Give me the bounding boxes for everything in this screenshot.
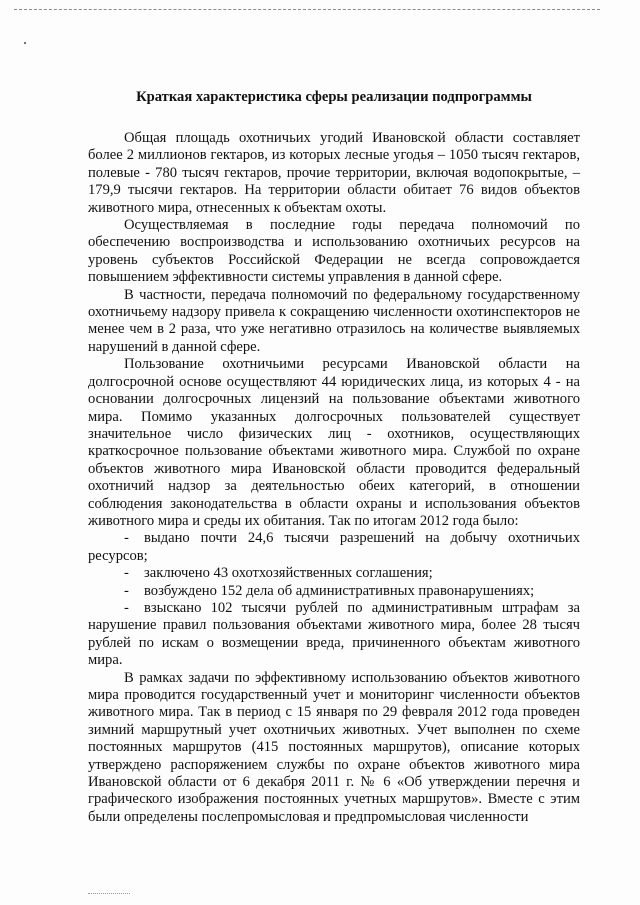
scan-bottom-edge [88, 893, 130, 894]
document-body [88, 88, 580, 826]
list-item: - заключено 43 охотхозяйственных соглашения; [124, 565, 433, 582]
paragraph-hunting-area: Общая площадь охотничьих угодий Ивановской области составляет более 2 миллионов гектаров, из которых лесные угодья – 1050 тысяч гектаров, полевые - 780 тысяч гектаров, прочие территории, включая водопокрытые, – 179,9 тысячи гектаров. На территории области обитает 76 видов объектов животного мира, отнесенных к объектам охоты. [88, 130, 580, 216]
list-item: - выдано почти 24,6 тысячи разрешений на добычу охотничьих ресурсов; [88, 530, 580, 564]
list-marker: - [124, 530, 129, 547]
paragraph-powers-transfer: Осуществляемая в последние годы передача полномочий по обеспечению воспроизводства и использованию охотничьих ресурсов на уровень субъектов Российской Федерации не всегда сопровождается повышением эффективности системы управления в данной сфере. [88, 217, 580, 286]
results-list [88, 530, 580, 669]
list-marker: - [124, 565, 129, 582]
scan-speck [24, 42, 26, 44]
list-item: - возбуждено 152 дела об административных правонарушениях; [124, 582, 535, 599]
list-marker: - [124, 599, 129, 616]
paragraph-resource-use: Пользование охотничьими ресурсами Ивановской области на долгосрочной основе осуществляют 44 юридических лица, из которых 4 - на основании долгосрочных лицензий на пользование объектами животного мира. Помимо указанных долгосрочных пользователей существует значительное число физических лиц - охотников, осуществляющих краткосрочное пользование объектами животного мира. Службой по охране объектов животного мира Ивановской области проводится федеральный охотничий надзор за деятельностью обеих категорий, в отношении соблюдения законодательства в области охраны и использования объектов животного мира и среды их обитания. Так по итогам 2012 года было: [88, 356, 580, 529]
paragraph-inspectors: В частности, передача полномочий по федеральному государственному охотничьему надзору привела к сокращению численности охотинспекторов не менее чем в 2 раза, что уже негативно отразилось на количестве выявляемых нарушений в данной сфере. [88, 286, 580, 355]
section-title: Краткая характеристика сферы реализации подпрограммы [136, 89, 532, 105]
paragraph-monitoring: В рамках задачи по эффективному использованию объектов животного мира проводится государственный учет и мониторинг численности объектов животного мира. Так в период с 15 января по 29 февраля 2012 года проведен зимний маршрутный учет охотничьих животных. Учет выполнен по схеме постоянных маршрутов (415 постоянных маршрутов), описание которых утверждено распоряжением службы по охране объектов животного мира Ивановской области от 6 декабря 2011 г. № 6 «Об утверждении перечня и графического изображения постоянных учетных маршрутов». Вместе с этим были определены послепромысловая и предпромысловая численности [88, 669, 580, 825]
scan-top-edge [14, 9, 600, 10]
list-item: - взыскано 102 тысячи рублей по административным штрафам за нарушение правил пользования объектами животного мира, более 28 тысяч рублей по искам о возмещении вреда, причиненного объектам животного мира. [88, 599, 580, 669]
list-marker: - [124, 582, 129, 599]
